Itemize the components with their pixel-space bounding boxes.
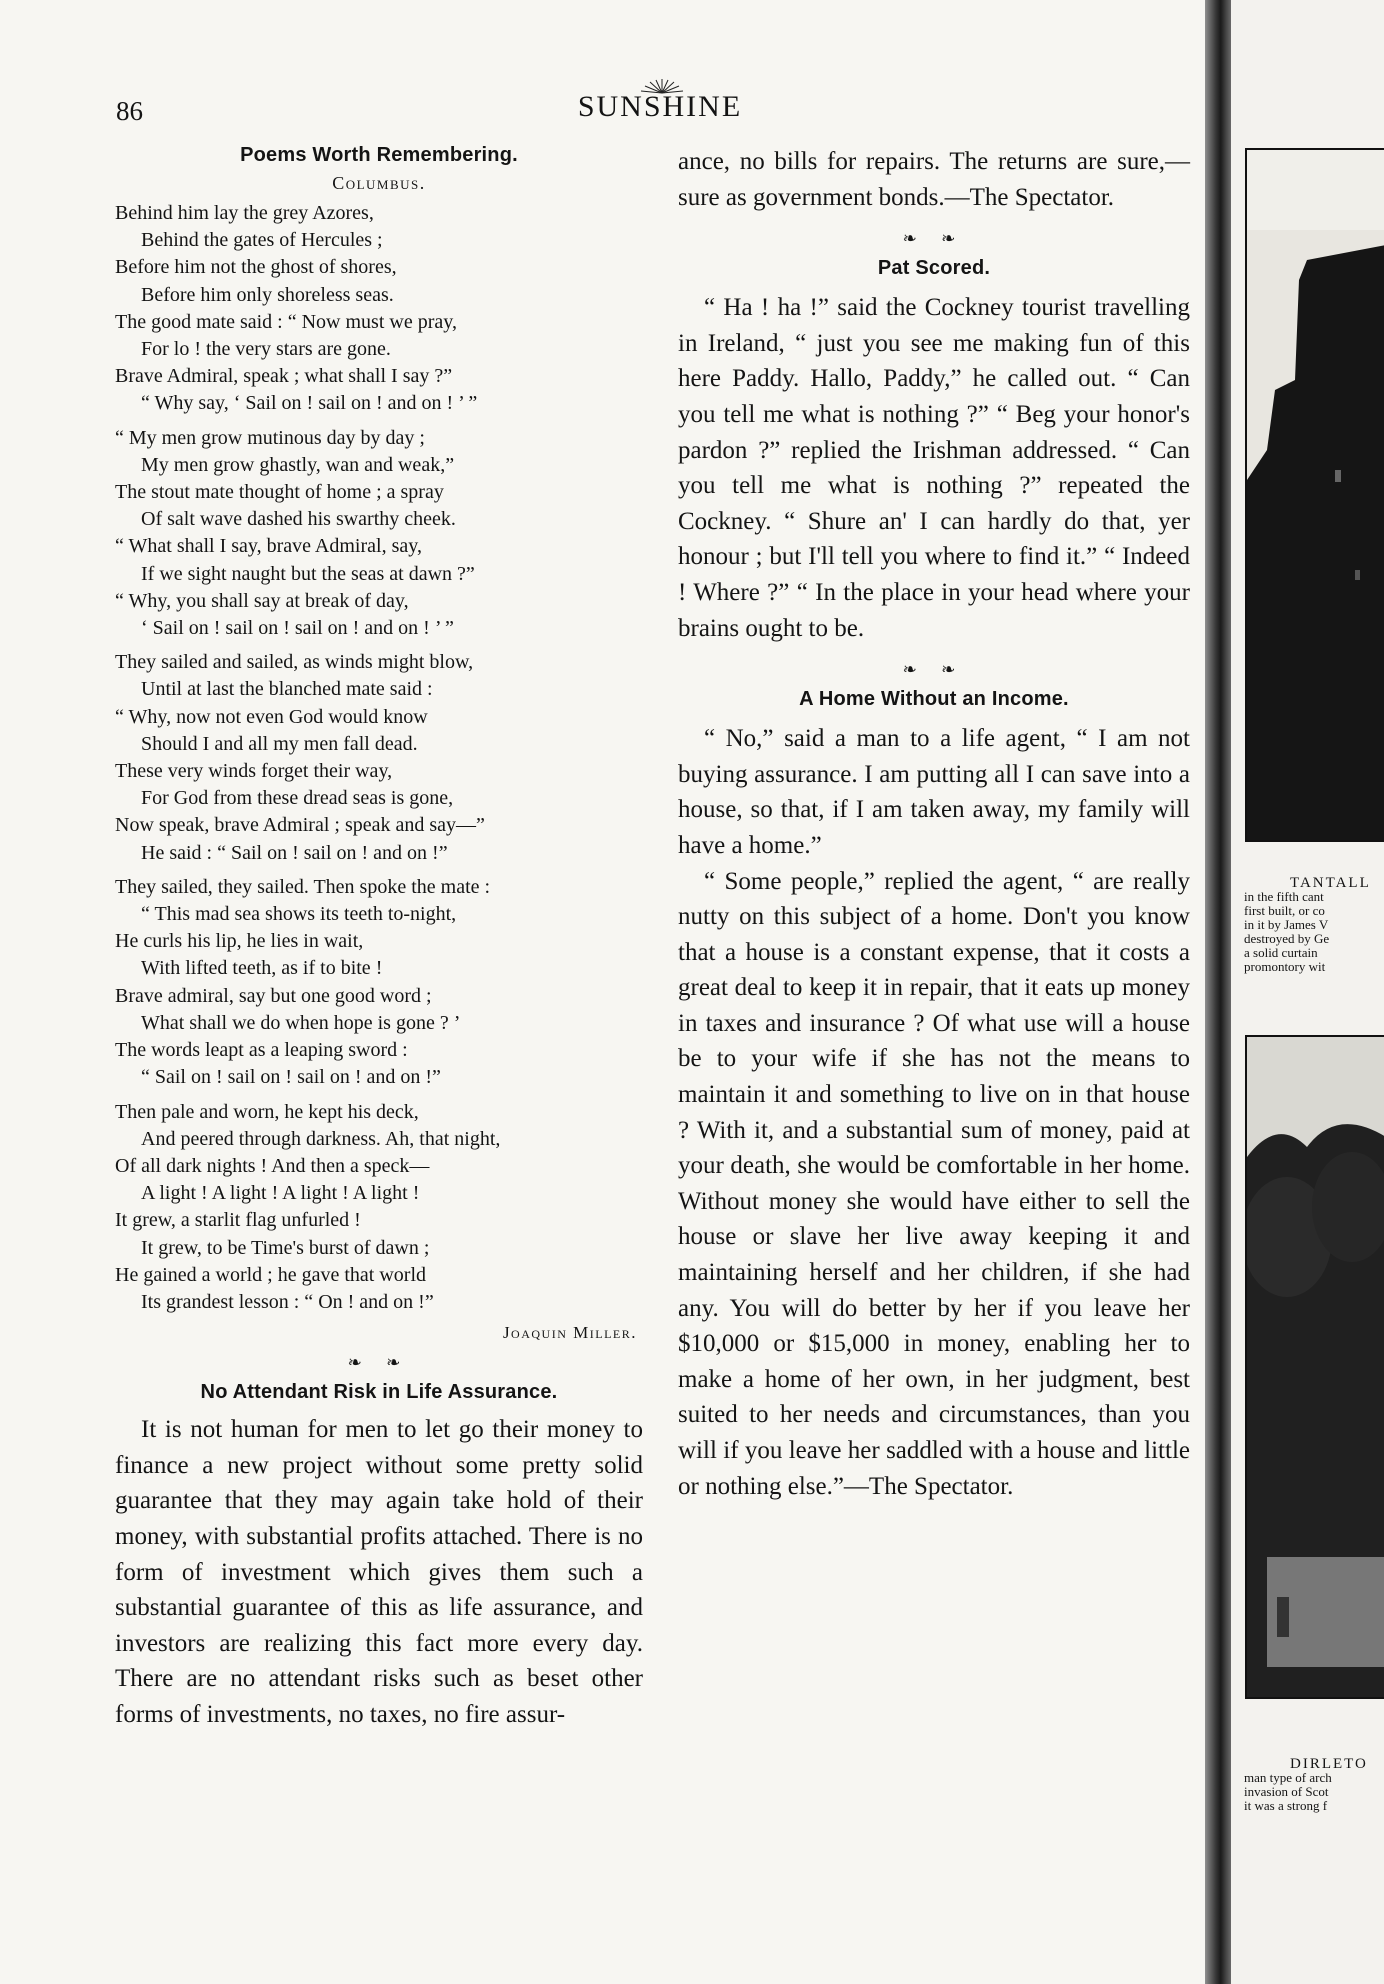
- poem-title: Columbus.: [332, 173, 426, 193]
- castle-caption: [1244, 876, 1384, 974]
- caption-line: it was a strong f: [1244, 1798, 1328, 1813]
- poem-line: Of salt wave dashed his swarthy cheek.: [141, 508, 456, 531]
- poem-line: Brave Admiral, speak ; what shall I say ?”: [115, 365, 453, 388]
- poem-line: Until at last the blanched mate said :: [141, 678, 433, 701]
- poem-line: Its grandest lesson : “ On ! and on !”: [141, 1290, 434, 1313]
- poem-line: If we sight naught but the seas at dawn ?”: [141, 562, 475, 585]
- dirleton-photo: [1245, 1035, 1384, 1699]
- poem-line: The good mate said : “ Now must we pray,: [115, 310, 457, 333]
- page-number: 86: [116, 96, 143, 126]
- article-title: No Attendant Risk in Life Assurance.: [200, 1381, 558, 1404]
- poem-line: He gained a world ; he gave that world: [115, 1263, 427, 1286]
- home-paragraph-2: “ Some people,” replied the agent, “ are really nutty on this subject of a home. Don't you know that a house is a constant expense, that it costs a great deal to keep it in repair, that it eats up money in taxes and insurance ? Of what use will a house be to your wife if she has not the means to maintain it and something to live on in that house ? With it, and a substantial sum of money, paid at your death, she would be comfortable in her home. Without money she would have either to sell the house or slave her live away keeping it and maintaining herself and her children, if she had any. You will do better by her if you leave her $10,000 or $15,000 in money, enabling her to make a home of her own, in her judgment, best suited to her needs and circumstances, than you will if you leave her saddled with a house and little or nothing else.”—The Spectator.: [678, 867, 1190, 1500]
- caption-line: DIRLETO: [1290, 1757, 1368, 1772]
- caption-line: in the fifth cant: [1244, 889, 1324, 904]
- masthead: SUNSHINE: [577, 90, 743, 123]
- continued-article: [678, 144, 1190, 215]
- pat-body: [678, 290, 1190, 646]
- dirleton-photo-image: [1247, 1037, 1384, 1697]
- poem-stanza: [115, 425, 643, 643]
- poem-line: A light ! A light ! A light ! A light !: [141, 1182, 420, 1205]
- pat-title: Pat Scored.: [877, 257, 991, 280]
- ornament-divider: ❧ ❧: [902, 229, 966, 249]
- caption-line: TANTALL: [1290, 876, 1371, 891]
- castle-photo: [1245, 148, 1384, 842]
- caption-line: invasion of Scot: [1244, 1784, 1329, 1799]
- poem: [115, 200, 643, 1316]
- article-paragraph: It is not human for men to let go their money to finance a new project without some pretty solid guarantee that they may again take hold of their money, with substantial profits attached. There is no form of investment which gives them such a substantial guarantee of this as life assurance, and investors are realizing this fact more every day. There are no attendant risks such as beset other forms of investments, no taxes, no fire assur-: [115, 1416, 643, 1728]
- continued-paragraph: ance, no bills for repairs. The returns are sure,—sure as government bonds.—The Spectator.: [678, 148, 1190, 211]
- home-title: A Home Without an Income.: [799, 688, 1069, 711]
- caption-line: promontory wit: [1244, 959, 1326, 974]
- article-body: [115, 1412, 643, 1732]
- poem-line: These very winds forget their way,: [115, 760, 393, 783]
- poem-line: What shall we do when hope is gone ? ’: [141, 1011, 461, 1034]
- poem-line: My men grow ghastly, wan and weak,”: [141, 453, 455, 476]
- poem-line: “ Why, now not even God would know: [115, 705, 428, 728]
- poem-line: The stout mate thought of home ; a spray: [115, 481, 444, 504]
- poem-line: For God from these dread seas is gone,: [141, 787, 454, 810]
- caption-line: man type of arch: [1244, 1770, 1332, 1785]
- home-paragraph-1: “ No,” said a man to a life agent, “ I am not buying assurance. I am putting all I can save into a house, so that, if I am taken away, my family will have a home.”: [678, 725, 1190, 859]
- poem-line: Now speak, brave Admiral ; speak and say—”: [115, 814, 485, 837]
- poem-line: With lifted teeth, as if to bite !: [141, 957, 383, 980]
- poem-line: Brave admiral, say but one good word ;: [115, 984, 432, 1007]
- left-column: [115, 144, 643, 1732]
- poem-line: He curls his lip, he lies in wait,: [115, 930, 364, 953]
- ornament-divider: ❧ ❧: [347, 1353, 411, 1373]
- poem-line: “ Sail on ! sail on ! sail on ! and on !”: [141, 1066, 441, 1089]
- dirleton-caption: [1244, 1757, 1384, 1813]
- poem-line: It grew, to be Time's burst of dawn ;: [141, 1236, 430, 1259]
- poem-line: The words leapt as a leaping sword :: [115, 1039, 408, 1062]
- poem-line: Behind him lay the grey Azores,: [115, 202, 374, 224]
- right-column: [678, 144, 1190, 1504]
- poem-line: ‘ Sail on ! sail on ! sail on ! and on ! ’ ”: [141, 617, 454, 640]
- poem-line: “ This mad sea shows its teeth to-night,: [141, 903, 457, 926]
- poem-stanza: [115, 649, 643, 867]
- poem-stanza: [115, 1099, 643, 1317]
- caption-line: first built, or co: [1244, 903, 1325, 918]
- poem-line: Before him not the ghost of shores,: [115, 256, 397, 279]
- poem-stanza: [115, 200, 643, 418]
- poem-line: Should I and all my men fall dead.: [141, 732, 418, 755]
- poem-line: And peered through darkness. Ah, that night,: [141, 1127, 501, 1150]
- caption-line: in it by James V: [1244, 917, 1329, 932]
- poem-line: Then pale and worn, he kept his deck,: [115, 1100, 419, 1123]
- book-gutter: [1205, 0, 1231, 1984]
- poem-line: Of all dark nights ! And then a speck—: [115, 1154, 430, 1177]
- poem-line: He said : “ Sail on ! sail on ! and on !”: [141, 841, 448, 864]
- caption-line: a solid curtain: [1244, 945, 1318, 960]
- poem-line: Behind the gates of Hercules ;: [141, 229, 383, 252]
- poem-line: For lo ! the very stars are gone.: [141, 338, 391, 361]
- poem-line: “ What shall I say, brave Admiral, say,: [115, 535, 422, 558]
- poem-line: “ Why say, ‘ Sail on ! sail on ! and on ! ’ ”: [141, 392, 478, 415]
- poem-line: They sailed, they sailed. Then spoke the mate :: [115, 875, 491, 898]
- poem-section-title: Poems Worth Remembering.: [240, 144, 518, 166]
- caption-line: destroyed by Ge: [1244, 931, 1330, 946]
- poem-line: They sailed and sailed, as winds might blow,: [115, 651, 474, 674]
- poem-line: “ My men grow mutinous day by day ;: [115, 426, 425, 449]
- pat-paragraph: “ Ha ! ha !” said the Cockney tourist travelling in Ireland, “ just you see me making fun of this here Paddy. Hallo, Paddy,” he called out. “ Can you tell me what is nothing ?” “ Beg your honor's pardon ?” replied the Irishman addressed. “ Can you tell me what is nothing ?” repeated the Cockney. “ Shure an' I can hardly do that, yer honour ; but I'll tell you where to find it.” “ Indeed ! Where ?” “ In the place in your head where your brains ought to be.: [678, 294, 1190, 642]
- ornament-divider: ❧ ❧: [902, 660, 966, 680]
- poem-stanza: [115, 874, 643, 1092]
- home-body: [678, 721, 1190, 1504]
- poem-line: “ Why, you shall say at break of day,: [115, 589, 409, 612]
- poem-line: Before him only shoreless seas.: [141, 283, 394, 306]
- poem-line: It grew, a starlit flag unfurled !: [115, 1209, 361, 1232]
- castle-photo-image: [1247, 150, 1384, 840]
- poem-author: Joaquin Miller.: [502, 1323, 637, 1343]
